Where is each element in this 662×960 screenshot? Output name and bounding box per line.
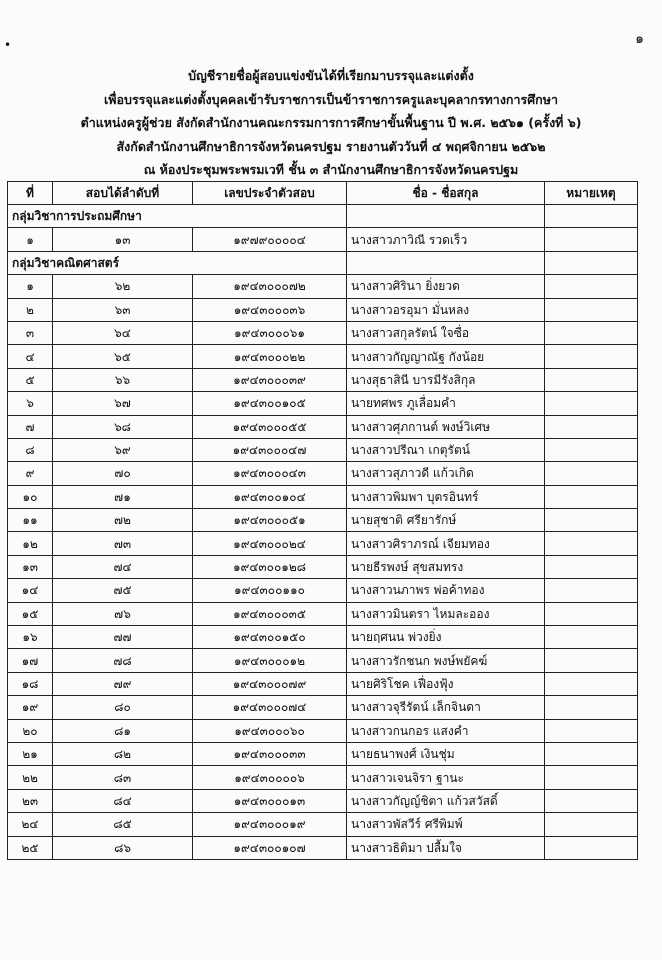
- cell-no: ๒๑: [8, 742, 53, 765]
- empty-cell: [347, 205, 545, 228]
- header-line-4: สังกัดสำนักงานศึกษาธิการจังหวัดนครปฐม รายงานตัววันที่ ๔ พฤศจิกายน ๒๕๖๒: [116, 138, 546, 154]
- cell-exam-id: ๑๙๔๓๐๐๐๔๗: [193, 438, 347, 461]
- column-header-exam-id: เลขประจำตัวสอบ: [193, 182, 347, 205]
- cell-name: นางสาวภาวิณี รวดเร็ว: [347, 228, 545, 251]
- cell-exam-id: ๑๙๔๓๐๐๑๑๐: [193, 579, 347, 602]
- cell-rank: ๘๖: [53, 836, 193, 859]
- cell-rank: ๖๘: [53, 415, 193, 438]
- cell-remark: [545, 579, 638, 602]
- empty-cell: [545, 251, 638, 274]
- cell-remark: [545, 228, 638, 251]
- cell-name: นางสาวเจนจิรา ฐานะ: [347, 766, 545, 789]
- cell-remark: [545, 602, 638, 625]
- cell-remark: [545, 696, 638, 719]
- cell-name: นางสาวอรอุมา มั่นหลง: [347, 298, 545, 321]
- table-row: [8, 579, 638, 602]
- cell-name: นางสาวศิราภรณ์ เจียมทอง: [347, 532, 545, 555]
- cell-remark: [545, 649, 638, 672]
- column-header-remark: หมายเหตุ: [545, 182, 638, 205]
- cell-name: นายศิริโชค เฟื่องฟุ้ง: [347, 672, 545, 695]
- cell-exam-id: ๑๙๔๓๐๐๐๐๖: [193, 766, 347, 789]
- cell-rank: ๗๔: [53, 555, 193, 578]
- cell-rank: ๗๗: [53, 626, 193, 649]
- header-line-1: บัญชีรายชื่อผู้สอบแข่งขันได้ที่เรียกมาบรรจุและแต่งตั้ง: [188, 68, 474, 83]
- cell-name: นางสาวนภาพร พ่อค้าทอง: [347, 579, 545, 602]
- cell-rank: ๖๖: [53, 368, 193, 391]
- cell-no: ๑๒: [8, 532, 53, 555]
- cell-name: นางสาวมินตรา ไหมละออง: [347, 602, 545, 625]
- cell-exam-id: ๑๙๔๓๐๐๐๒๒: [193, 345, 347, 368]
- cell-rank: ๖๓: [53, 298, 193, 321]
- table-body: [8, 205, 638, 860]
- table-row: [8, 719, 638, 742]
- cell-rank: ๖๙: [53, 438, 193, 461]
- cell-exam-id: ๑๙๔๓๐๐๐๗๔: [193, 696, 347, 719]
- cell-exam-id: ๑๙๔๓๐๐๑๒๘: [193, 555, 347, 578]
- table-row: [8, 462, 638, 485]
- table-row: [8, 275, 638, 298]
- cell-no: ๑: [8, 228, 53, 251]
- cell-name: นายฤศนน พ่วงยิ่ง: [347, 626, 545, 649]
- cell-no: ๑๘: [8, 672, 53, 695]
- cell-name: นายธีรพงษ์ สุขสมทรง: [347, 555, 545, 578]
- cell-no: ๒๒: [8, 766, 53, 789]
- table-row: [8, 392, 638, 415]
- cell-name: นางสุธาสินี บารมีรังสิกุล: [347, 368, 545, 391]
- cell-remark: [545, 485, 638, 508]
- empty-cell: [545, 205, 638, 228]
- table-row: [8, 742, 638, 765]
- cell-remark: [545, 742, 638, 765]
- cell-no: ๒๐: [8, 719, 53, 742]
- table-row: [8, 345, 638, 368]
- cell-exam-id: ๑๙๔๓๐๐๐๔๓: [193, 462, 347, 485]
- cell-remark: [545, 368, 638, 391]
- table-row: [8, 672, 638, 695]
- cell-no: ๒: [8, 298, 53, 321]
- cell-rank: ๗๙: [53, 672, 193, 695]
- cell-exam-id: ๑๙๗๙๐๐๐๐๔: [193, 228, 347, 251]
- cell-no: ๘: [8, 438, 53, 461]
- table-row: [8, 228, 638, 251]
- cell-remark: [545, 415, 638, 438]
- cell-rank: ๗๓: [53, 532, 193, 555]
- document-header: [0, 64, 662, 182]
- cell-name: นางสาวจุรีรัตน์ เล็กจินดา: [347, 696, 545, 719]
- cell-no: ๔: [8, 345, 53, 368]
- cell-rank: ๘๐: [53, 696, 193, 719]
- cell-no: ๒๓: [8, 789, 53, 812]
- cell-name: นางสาวกนกอร แสงคำ: [347, 719, 545, 742]
- cell-exam-id: ๑๙๔๓๐๐๐๕๑: [193, 509, 347, 532]
- column-header-name: ชื่อ - ชื่อสกุล: [347, 182, 545, 205]
- cell-name: นางสาวกัญญ์ชิตา แก้วสวัสดิ์: [347, 789, 545, 812]
- table-row: [8, 368, 638, 391]
- cell-exam-id: ๑๙๔๓๐๐๐๓๓: [193, 742, 347, 765]
- cell-rank: ๖๒: [53, 275, 193, 298]
- cell-remark: [545, 438, 638, 461]
- cell-remark: [545, 275, 638, 298]
- cell-remark: [545, 836, 638, 859]
- cell-no: ๖: [8, 392, 53, 415]
- cell-remark: [545, 392, 638, 415]
- header-line-5: ณ ห้องประชุมพระพรมเวที ชั้น ๓ สำนักงานศึกษาธิการจังหวัดนครปฐม: [143, 162, 519, 178]
- header-line-3: ตำแหน่งครูผู้ช่วย สังกัดสำนักงานคณะกรรมการการศึกษาขั้นพื้นฐาน ปี พ.ศ. ๒๕๖๑ (ครั้งที่ ๖): [80, 115, 582, 131]
- cell-rank: ๑๓: [53, 228, 193, 251]
- cell-name: นางสาวสกุลรัตน์ ใจซื่อ: [347, 321, 545, 344]
- cell-name: นายทศพร ภูเลื่อมคำ: [347, 392, 545, 415]
- table-row: [8, 485, 638, 508]
- cell-no: ๙: [8, 462, 53, 485]
- cell-name: นางสาวปรีณา เกตุรัตน์: [347, 438, 545, 461]
- cell-exam-id: ๑๙๔๓๐๐๐๖๐: [193, 719, 347, 742]
- cell-name: นางสาวสุภาวดี แก้วเกิด: [347, 462, 545, 485]
- cell-exam-id: ๑๙๔๓๐๐๐๕๕: [193, 415, 347, 438]
- cell-remark: [545, 789, 638, 812]
- cell-no: ๗: [8, 415, 53, 438]
- cell-no: ๑๖: [8, 626, 53, 649]
- cell-exam-id: ๑๙๔๓๐๐๑๐๔: [193, 485, 347, 508]
- header-line-2: เพื่อบรรจุและแต่งตั้งบุคคลเข้ารับราชการเป็นข้าราชการครูและบุคลากรทางการศึกษา: [104, 91, 558, 107]
- roster-table: [7, 181, 638, 860]
- group-name: กลุ่มวิชาการประถมศึกษา: [8, 205, 347, 228]
- column-header-no: ที่: [8, 182, 53, 205]
- cell-remark: [545, 321, 638, 344]
- cell-name: นางสาวศุภกานต์ พงษ์วิเศษ: [347, 415, 545, 438]
- table-row: [8, 532, 638, 555]
- cell-no: ๓: [8, 321, 53, 344]
- table-row: [8, 789, 638, 812]
- cell-rank: ๗๑: [53, 485, 193, 508]
- cell-no: ๑๙: [8, 696, 53, 719]
- group-name: กลุ่มวิชาคณิตศาสตร์: [8, 251, 347, 274]
- cell-remark: [545, 509, 638, 532]
- cell-no: ๑๔: [8, 579, 53, 602]
- cell-name: นางสาวรักชนก พงษ์พยัคฆ์: [347, 649, 545, 672]
- table-row: [8, 766, 638, 789]
- cell-no: ๑๑: [8, 509, 53, 532]
- cell-exam-id: ๑๙๔๓๐๐๐๓๖: [193, 298, 347, 321]
- table-row: [8, 415, 638, 438]
- cell-rank: ๗๐: [53, 462, 193, 485]
- cell-no: ๑: [8, 275, 53, 298]
- cell-exam-id: ๑๙๔๓๐๐๐๑๓: [193, 789, 347, 812]
- cell-no: ๑๗: [8, 649, 53, 672]
- cell-exam-id: ๑๙๔๓๐๐๑๐๗: [193, 836, 347, 859]
- cell-remark: [545, 532, 638, 555]
- table-row: [8, 438, 638, 461]
- cell-rank: ๗๒: [53, 509, 193, 532]
- cell-name: นายสุชาติ ศรียารักษ์: [347, 509, 545, 532]
- column-header-rank: สอบได้ลำดับที่: [53, 182, 193, 205]
- cell-name: นายธนาพงศ์ เงินชุ่ม: [347, 742, 545, 765]
- page-number: ๑: [635, 31, 644, 47]
- cell-remark: [545, 298, 638, 321]
- cell-rank: ๗๕: [53, 579, 193, 602]
- cell-remark: [545, 672, 638, 695]
- cell-exam-id: ๑๙๔๓๐๐๐๓๙: [193, 368, 347, 391]
- table-row: [8, 649, 638, 672]
- cell-exam-id: ๑๙๔๓๐๐๐๗๒: [193, 275, 347, 298]
- cell-name: นางสาวกัญญาณัฐ กังน้อย: [347, 345, 545, 368]
- table-row: [8, 626, 638, 649]
- cell-name: นางสาวพิมพา บุตรอินทร์: [347, 485, 545, 508]
- table-row: [8, 298, 638, 321]
- cell-rank: ๘๔: [53, 789, 193, 812]
- cell-name: นางสาวศิรินา ยิ่งยวด: [347, 275, 545, 298]
- cell-rank: ๗๖: [53, 602, 193, 625]
- cell-remark: [545, 719, 638, 742]
- table-row: [8, 555, 638, 578]
- cell-rank: ๘๕: [53, 813, 193, 836]
- table-row: [8, 696, 638, 719]
- table-row: [8, 836, 638, 859]
- cell-exam-id: ๑๙๔๓๐๐๐๑๒: [193, 649, 347, 672]
- empty-cell: [347, 251, 545, 274]
- cell-rank: ๘๓: [53, 766, 193, 789]
- cell-no: ๒๔: [8, 813, 53, 836]
- cell-exam-id: ๑๙๔๓๐๐๐๗๙: [193, 672, 347, 695]
- cell-rank: ๖๔: [53, 321, 193, 344]
- table-row: [8, 602, 638, 625]
- margin-mark: •: [4, 38, 12, 52]
- cell-no: ๒๕: [8, 836, 53, 859]
- cell-remark: [545, 462, 638, 485]
- cell-no: ๑๐: [8, 485, 53, 508]
- table-row: [8, 321, 638, 344]
- group-header-row: [8, 251, 638, 274]
- cell-remark: [545, 555, 638, 578]
- cell-exam-id: ๑๙๔๓๐๐๑๕๐: [193, 626, 347, 649]
- cell-rank: ๘๑: [53, 719, 193, 742]
- cell-rank: ๗๘: [53, 649, 193, 672]
- table-row: [8, 509, 638, 532]
- cell-exam-id: ๑๙๔๓๐๐๐๒๔: [193, 532, 347, 555]
- cell-remark: [545, 766, 638, 789]
- cell-rank: ๖๗: [53, 392, 193, 415]
- cell-no: ๑๓: [8, 555, 53, 578]
- cell-rank: ๘๒: [53, 742, 193, 765]
- cell-rank: ๖๕: [53, 345, 193, 368]
- cell-exam-id: ๑๙๔๓๐๐๐๖๑: [193, 321, 347, 344]
- cell-name: นางสาวพัสวีร์ ศรีพิมพ์: [347, 813, 545, 836]
- cell-remark: [545, 345, 638, 368]
- cell-name: นางสาวธิติมา ปลื้มใจ: [347, 836, 545, 859]
- cell-remark: [545, 626, 638, 649]
- cell-exam-id: ๑๙๔๓๐๐๐๑๙: [193, 813, 347, 836]
- group-header-row: [8, 205, 638, 228]
- table-row: [8, 813, 638, 836]
- cell-remark: [545, 813, 638, 836]
- cell-no: ๑๕: [8, 602, 53, 625]
- cell-exam-id: ๑๙๔๓๐๐๐๓๕: [193, 602, 347, 625]
- cell-no: ๕: [8, 368, 53, 391]
- cell-exam-id: ๑๙๔๓๐๐๑๐๕: [193, 392, 347, 415]
- table-header-row: [8, 182, 638, 205]
